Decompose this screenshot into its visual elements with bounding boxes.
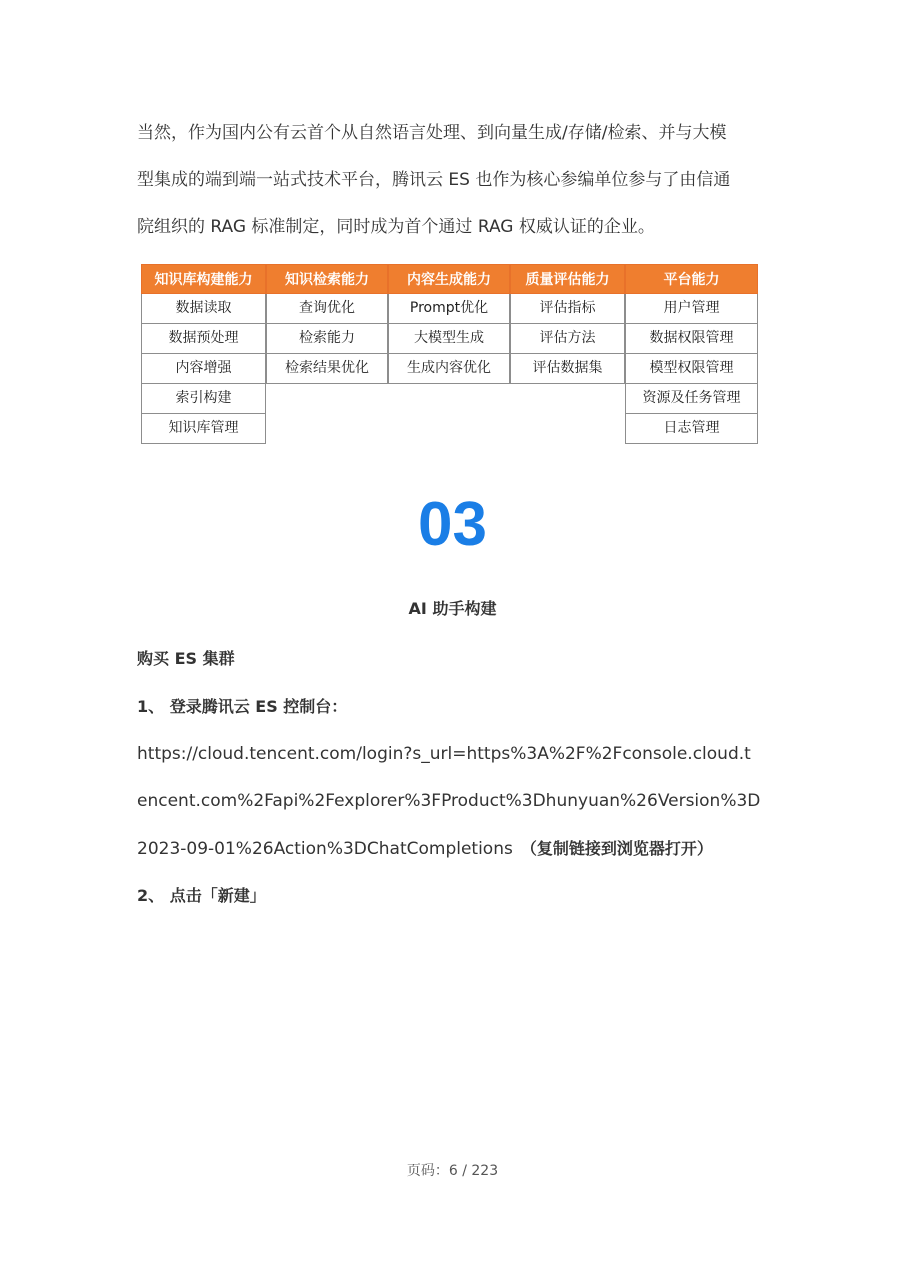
column-header: 知识检索能力 bbox=[266, 264, 388, 294]
column-header: 知识库构建能力 bbox=[141, 264, 266, 294]
table-cell: 内容增强 bbox=[141, 354, 266, 384]
table-cell: 生成内容优化 bbox=[388, 354, 510, 384]
intro-line: 型集成的端到端一站式技术平台，腾讯云 ES 也作为核心参编单位参与了由信通 bbox=[137, 170, 731, 190]
step-1-heading: 1、 登录腾讯云 ES 控制台： bbox=[137, 697, 348, 716]
page-footer: 页码：6 / 223 bbox=[406, 1163, 499, 1179]
column-header: 平台能力 bbox=[625, 264, 758, 294]
section-title: AI 助手构建 bbox=[408, 599, 497, 618]
capability-table bbox=[141, 264, 758, 448]
step-2-heading: 2、 点击「新建」 bbox=[137, 886, 266, 905]
table-cell: 索引构建 bbox=[141, 384, 266, 414]
buy-cluster-heading: 购买 ES 集群 bbox=[137, 649, 235, 668]
console-url bbox=[137, 731, 797, 873]
table-cell: 评估指标 bbox=[510, 294, 625, 324]
column-header: 内容生成能力 bbox=[388, 264, 510, 294]
table-column-platform bbox=[625, 264, 758, 444]
table-cell: 资源及任务管理 bbox=[625, 384, 758, 414]
table-cell: 知识库管理 bbox=[141, 414, 266, 444]
section-number: 03 bbox=[418, 490, 487, 559]
table-cell: 检索能力 bbox=[266, 324, 388, 354]
table-cell: 数据预处理 bbox=[141, 324, 266, 354]
table-cell: 日志管理 bbox=[625, 414, 758, 444]
url-line-text: 2023-09-01%26Action%3DChatCompletions bbox=[137, 839, 513, 859]
intro-line: 院组织的 RAG 标准制定，同时成为首个通过 RAG 权威认证的企业。 bbox=[137, 217, 655, 237]
intro-line: 当然，作为国内公有云首个从自然语言处理、到向量生成/存储/检索、并与大模 bbox=[137, 123, 727, 143]
table-cell: 数据权限管理 bbox=[625, 324, 758, 354]
table-column-evaluation bbox=[510, 264, 625, 384]
url-note: （复制链接到浏览器打开） bbox=[520, 839, 713, 858]
url-line: https://cloud.tencent.com/login?s_url=https%3A%2F%2Fconsole.cloud.t bbox=[137, 744, 751, 764]
table-column-knowledge-base bbox=[141, 264, 266, 444]
column-header: 质量评估能力 bbox=[510, 264, 625, 294]
table-cell: 数据读取 bbox=[141, 294, 266, 324]
url-line: encent.com%2Fapi%2Fexplorer%3FProduct%3Dhunyuan%26Version%3D bbox=[137, 791, 761, 811]
url-line-last bbox=[137, 825, 797, 873]
table-cell: Prompt优化 bbox=[388, 294, 510, 324]
table-column-retrieval bbox=[266, 264, 388, 384]
table-cell: 模型权限管理 bbox=[625, 354, 758, 384]
table-column-generation bbox=[388, 264, 510, 384]
table-cell: 用户管理 bbox=[625, 294, 758, 324]
intro-paragraph bbox=[137, 110, 777, 251]
table-cell: 评估方法 bbox=[510, 324, 625, 354]
table-cell: 检索结果优化 bbox=[266, 354, 388, 384]
table-cell: 大模型生成 bbox=[388, 324, 510, 354]
table-cell: 评估数据集 bbox=[510, 354, 625, 384]
table-cell: 查询优化 bbox=[266, 294, 388, 324]
